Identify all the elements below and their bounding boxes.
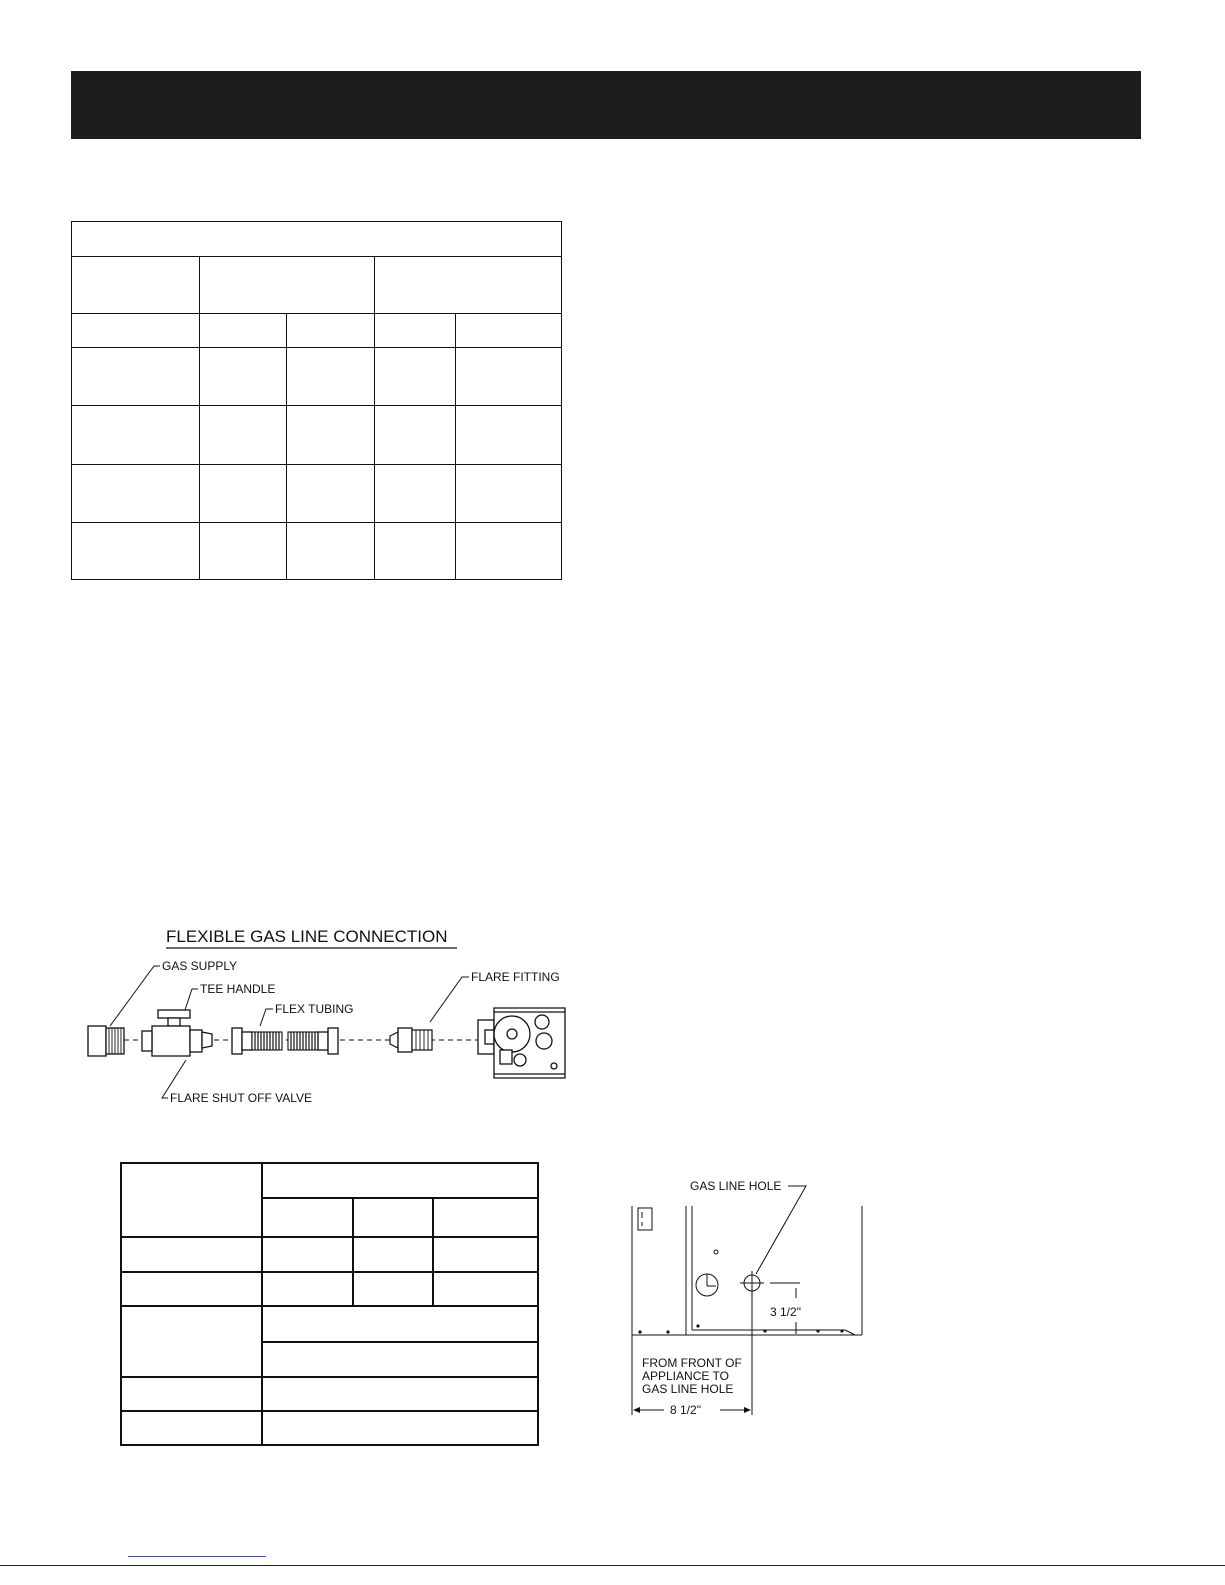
flex-tubing-icon <box>232 1028 338 1054</box>
footer-divider <box>0 1565 1225 1566</box>
table-row <box>121 1306 538 1342</box>
table-header-cell <box>121 1163 262 1237</box>
table-header-cell <box>375 257 562 314</box>
table-header-cell <box>72 257 200 314</box>
front-note-line1: FROM FRONT OF <box>642 1356 742 1370</box>
flexible-gas-line-diagram <box>80 918 575 1113</box>
table-row <box>72 348 562 406</box>
table-row <box>121 1411 538 1445</box>
table-row <box>121 1377 538 1411</box>
gas-supply-pipe-icon <box>88 1026 124 1056</box>
gas-valve-body-icon <box>478 1008 565 1078</box>
table-row <box>72 314 562 348</box>
front-note-line3: GAS LINE HOLE <box>642 1382 734 1396</box>
flex-tubing-label: FLEX TUBING <box>275 1002 354 1016</box>
section-header-bar <box>71 71 1141 139</box>
width-dimension-label: 8 1/2" <box>670 1403 701 1417</box>
gas-line-hole-label: GAS LINE HOLE <box>690 1179 782 1193</box>
gas-pressure-table <box>71 221 562 580</box>
flare-fitting-label: FLARE FITTING <box>471 970 560 984</box>
table-header-cell <box>262 1163 538 1198</box>
table-header-cell <box>199 257 375 314</box>
flare-fitting-icon <box>390 1028 432 1052</box>
shut-off-valve-icon <box>142 1010 212 1056</box>
table-row <box>72 406 562 465</box>
flex-diagram-title: FLEXIBLE GAS LINE CONNECTION <box>166 927 448 946</box>
gas-supply-label: GAS SUPPLY <box>162 959 238 973</box>
specification-table <box>120 1162 539 1446</box>
table-row <box>121 1272 538 1306</box>
table-row <box>72 523 562 580</box>
tee-handle-label: TEE HANDLE <box>200 982 276 996</box>
table-row <box>72 465 562 523</box>
footer-link-underline[interactable] <box>128 1556 266 1557</box>
flare-shut-off-valve-label: FLARE SHUT OFF VALVE <box>170 1091 313 1105</box>
table-row <box>121 1237 538 1272</box>
height-dimension-label: 3 1/2" <box>770 1305 801 1319</box>
front-note-line2: APPLIANCE TO <box>642 1369 729 1383</box>
gas-line-hole-diagram <box>620 1170 875 1420</box>
table-title-cell <box>72 222 562 257</box>
